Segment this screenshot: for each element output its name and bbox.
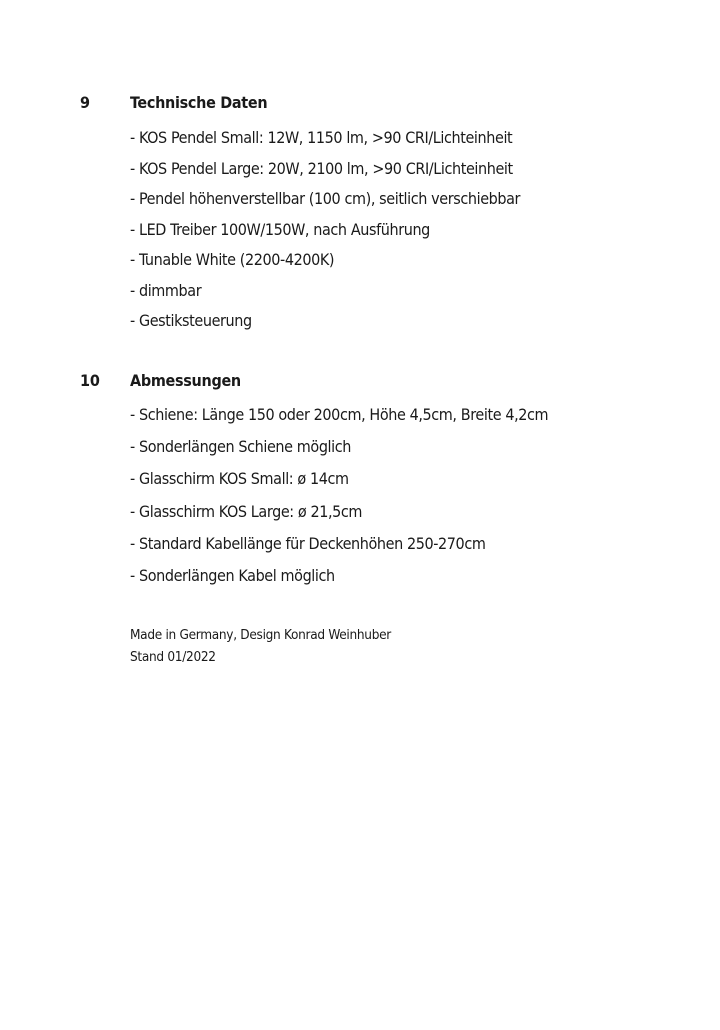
section-number: 10 — [80, 371, 100, 390]
list-item: - KOS Pendel Small: 12W, 1150 lm, >90 CRI/Lichteinheit — [130, 128, 513, 147]
section-title: Technische Daten — [130, 93, 268, 112]
section-title: Abmessungen — [130, 371, 241, 390]
list-item: - Schiene: Länge 150 oder 200cm, Höhe 4,5cm, Breite 4,2cm — [130, 405, 549, 424]
list-item: - Sonderlängen Schiene möglich — [130, 437, 351, 456]
list-item: - dimmbar — [130, 281, 202, 300]
list-item: - Standard Kabellänge für Deckenhöhen 250-270cm — [130, 534, 486, 553]
list-item: - Pendel höhenverstellbar (100 cm), seitlich verschiebbar — [130, 189, 521, 208]
list-item: - KOS Pendel Large: 20W, 2100 lm, >90 CRI/Lichteinheit — [130, 159, 513, 178]
list-item: - Tunable White (2200-4200K) — [130, 250, 335, 269]
list-item: - Glasschirm KOS Small: ø 14cm — [130, 469, 349, 488]
section-number: 9 — [80, 93, 90, 112]
footer-date: Stand 01/2022 — [130, 649, 216, 665]
footer-credit: Made in Germany, Design Konrad Weinhuber — [130, 627, 391, 643]
list-item: - Sonderlängen Kabel möglich — [130, 566, 335, 585]
list-item: - Glasschirm KOS Large: ø 21,5cm — [130, 502, 363, 521]
list-item: - Gestiksteuerung — [130, 311, 252, 330]
list-item: - LED Treiber 100W/150W, nach Ausführung — [130, 220, 430, 239]
